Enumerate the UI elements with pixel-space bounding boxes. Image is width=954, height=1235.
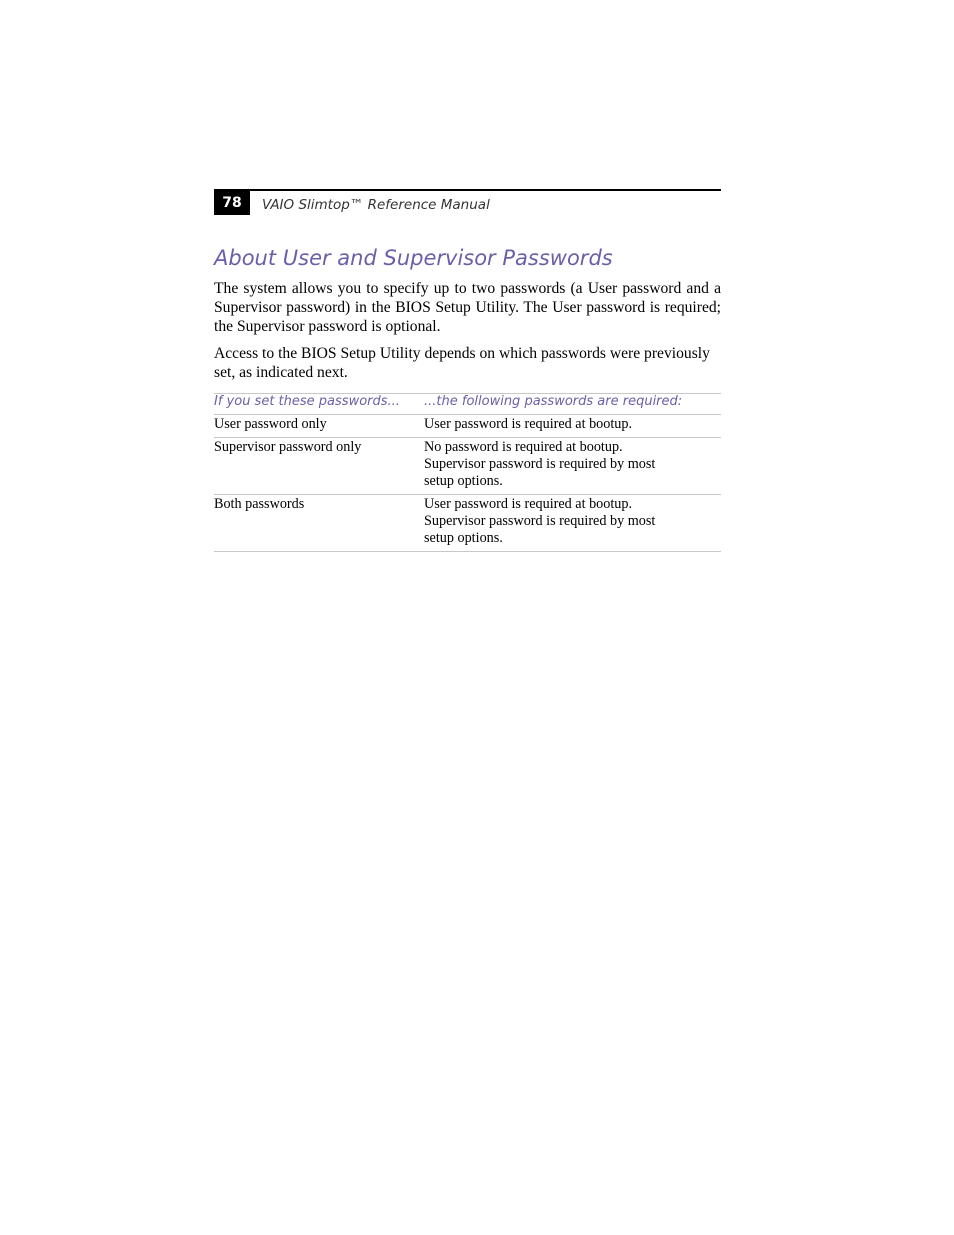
access-paragraph: Access to the BIOS Setup Utility depends on which passwords were previously set, as indicated next. [214, 345, 710, 381]
column-header-setting: If you set these passwords... [214, 393, 424, 414]
page-header [214, 191, 721, 215]
column-header-required: ...the following passwords are required: [424, 393, 721, 414]
row-required [424, 414, 721, 437]
row-setting: Supervisor password only [214, 437, 424, 494]
password-table [214, 393, 721, 552]
table-row [214, 494, 721, 551]
intro-paragraph: The system allows you to specify up to two passwords (a User password and a Supervisor password) in the BIOS Setup Utility. The User password is required; the Supervisor password is optional. [214, 280, 721, 335]
table-row [214, 437, 721, 494]
row-required-line: No password is required at bootup. [424, 438, 623, 455]
row-required [424, 437, 721, 494]
row-required-line: setup options. [424, 529, 503, 546]
page-number: 78 [214, 191, 250, 215]
manual-page [214, 189, 721, 552]
row-setting: User password only [214, 414, 424, 437]
row-required-line: Supervisor password is required by most [424, 512, 656, 529]
running-title: VAIO Slimtop™ Reference Manual [262, 196, 490, 213]
row-required-line: User password is required at bootup. [424, 495, 633, 512]
row-required-line: Supervisor password is required by most [424, 455, 656, 472]
table-row [214, 414, 721, 437]
row-setting: Both passwords [214, 494, 424, 551]
table-header-row [214, 393, 721, 414]
section-title: About User and Supervisor Passwords [214, 246, 613, 270]
row-required-line: User password is required at bootup. [424, 415, 633, 432]
row-required [424, 494, 721, 551]
row-required-line: setup options. [424, 472, 503, 489]
